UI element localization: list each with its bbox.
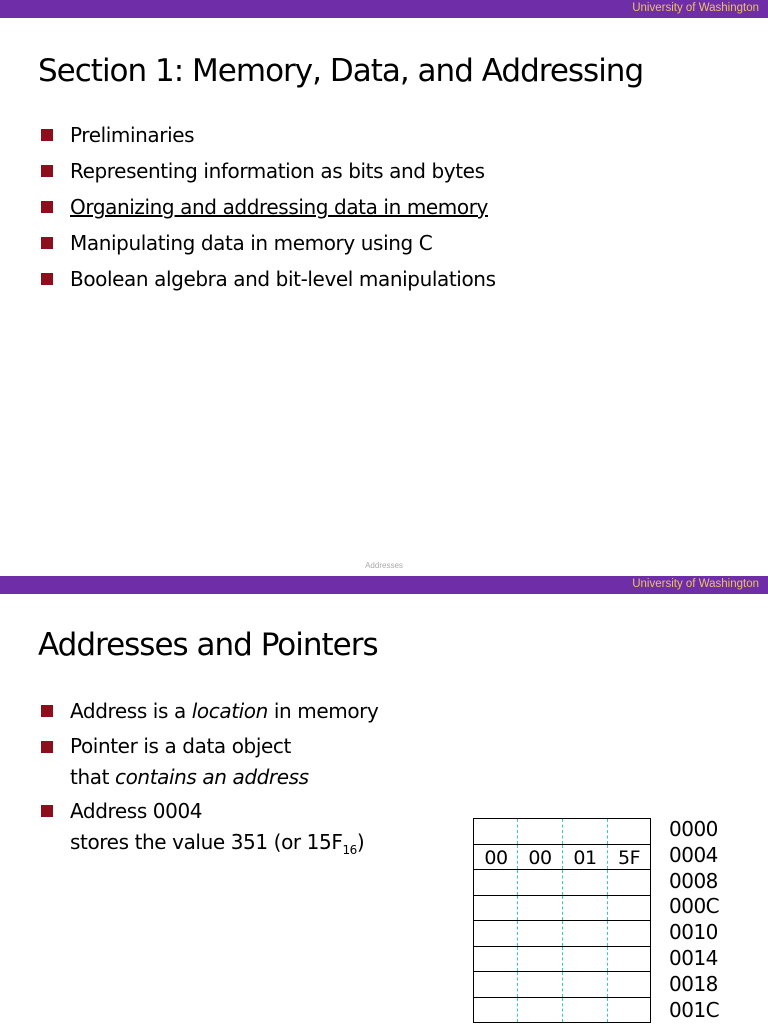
bullet-square-icon — [41, 805, 53, 817]
address-label: 0014 — [669, 945, 718, 970]
bullet-square-icon — [41, 273, 53, 285]
bullet-square-icon — [41, 129, 53, 141]
bullet-square-icon — [41, 165, 53, 177]
bullet-square-icon — [41, 741, 53, 753]
memory-row — [473, 998, 651, 1024]
address-column — [669, 817, 719, 1023]
memory-row — [473, 870, 651, 896]
list-item: Address is a location in memory — [40, 693, 378, 729]
bullet-list — [40, 693, 378, 858]
list-item: Boolean algebra and bit-level manipulations — [40, 261, 496, 297]
institution-label: University of Washington — [632, 2, 759, 14]
list-item-current: Organizing and addressing data in memory — [40, 189, 496, 225]
byte-divider — [562, 819, 563, 844]
address-label: 000C — [669, 894, 720, 919]
slide-title: Addresses and Pointers — [38, 627, 378, 663]
address-label: 0010 — [669, 920, 718, 945]
memory-row — [473, 896, 651, 922]
address-label: 0008 — [669, 868, 718, 893]
memory-row — [473, 845, 651, 871]
slide-addresses-pointers — [0, 576, 768, 1024]
institution-label: University of Washington — [632, 578, 759, 590]
memory-byte: 5F — [617, 846, 641, 869]
memory-byte: 01 — [573, 846, 597, 869]
list-item: Address 0004 stores the value 351 (or $15F_{16}$) — [40, 793, 378, 858]
byte-divider — [517, 819, 518, 844]
bullet-square-icon — [41, 237, 53, 249]
list-item: Representing information as bits and bytes — [40, 153, 496, 189]
memory-row — [473, 947, 651, 973]
memory-row — [473, 972, 651, 998]
memory-byte: 00 — [528, 846, 552, 869]
address-label: 0004 — [669, 842, 718, 867]
bullet-list — [40, 117, 496, 297]
list-item: Preliminaries — [40, 117, 496, 153]
address-label: 001C — [669, 997, 720, 1022]
header-bar — [0, 0, 768, 18]
header-bar — [0, 576, 768, 594]
memory-row — [473, 818, 651, 845]
list-item: Pointer is a data object that contains an address — [40, 729, 378, 793]
memory-byte: 00 — [484, 846, 508, 869]
slide-footer: Addresses — [365, 561, 403, 570]
address-label: 0000 — [669, 817, 718, 841]
bullet-square-icon — [41, 201, 53, 213]
bullet-square-icon — [41, 705, 53, 717]
byte-divider — [607, 819, 608, 844]
list-item: Manipulating data in memory using C — [40, 225, 496, 261]
memory-row — [473, 921, 651, 947]
address-label: 0018 — [669, 971, 718, 996]
slide-title: Section 1: Memory, Data, and Addressing — [38, 53, 644, 89]
memory-diagram — [473, 818, 651, 1023]
